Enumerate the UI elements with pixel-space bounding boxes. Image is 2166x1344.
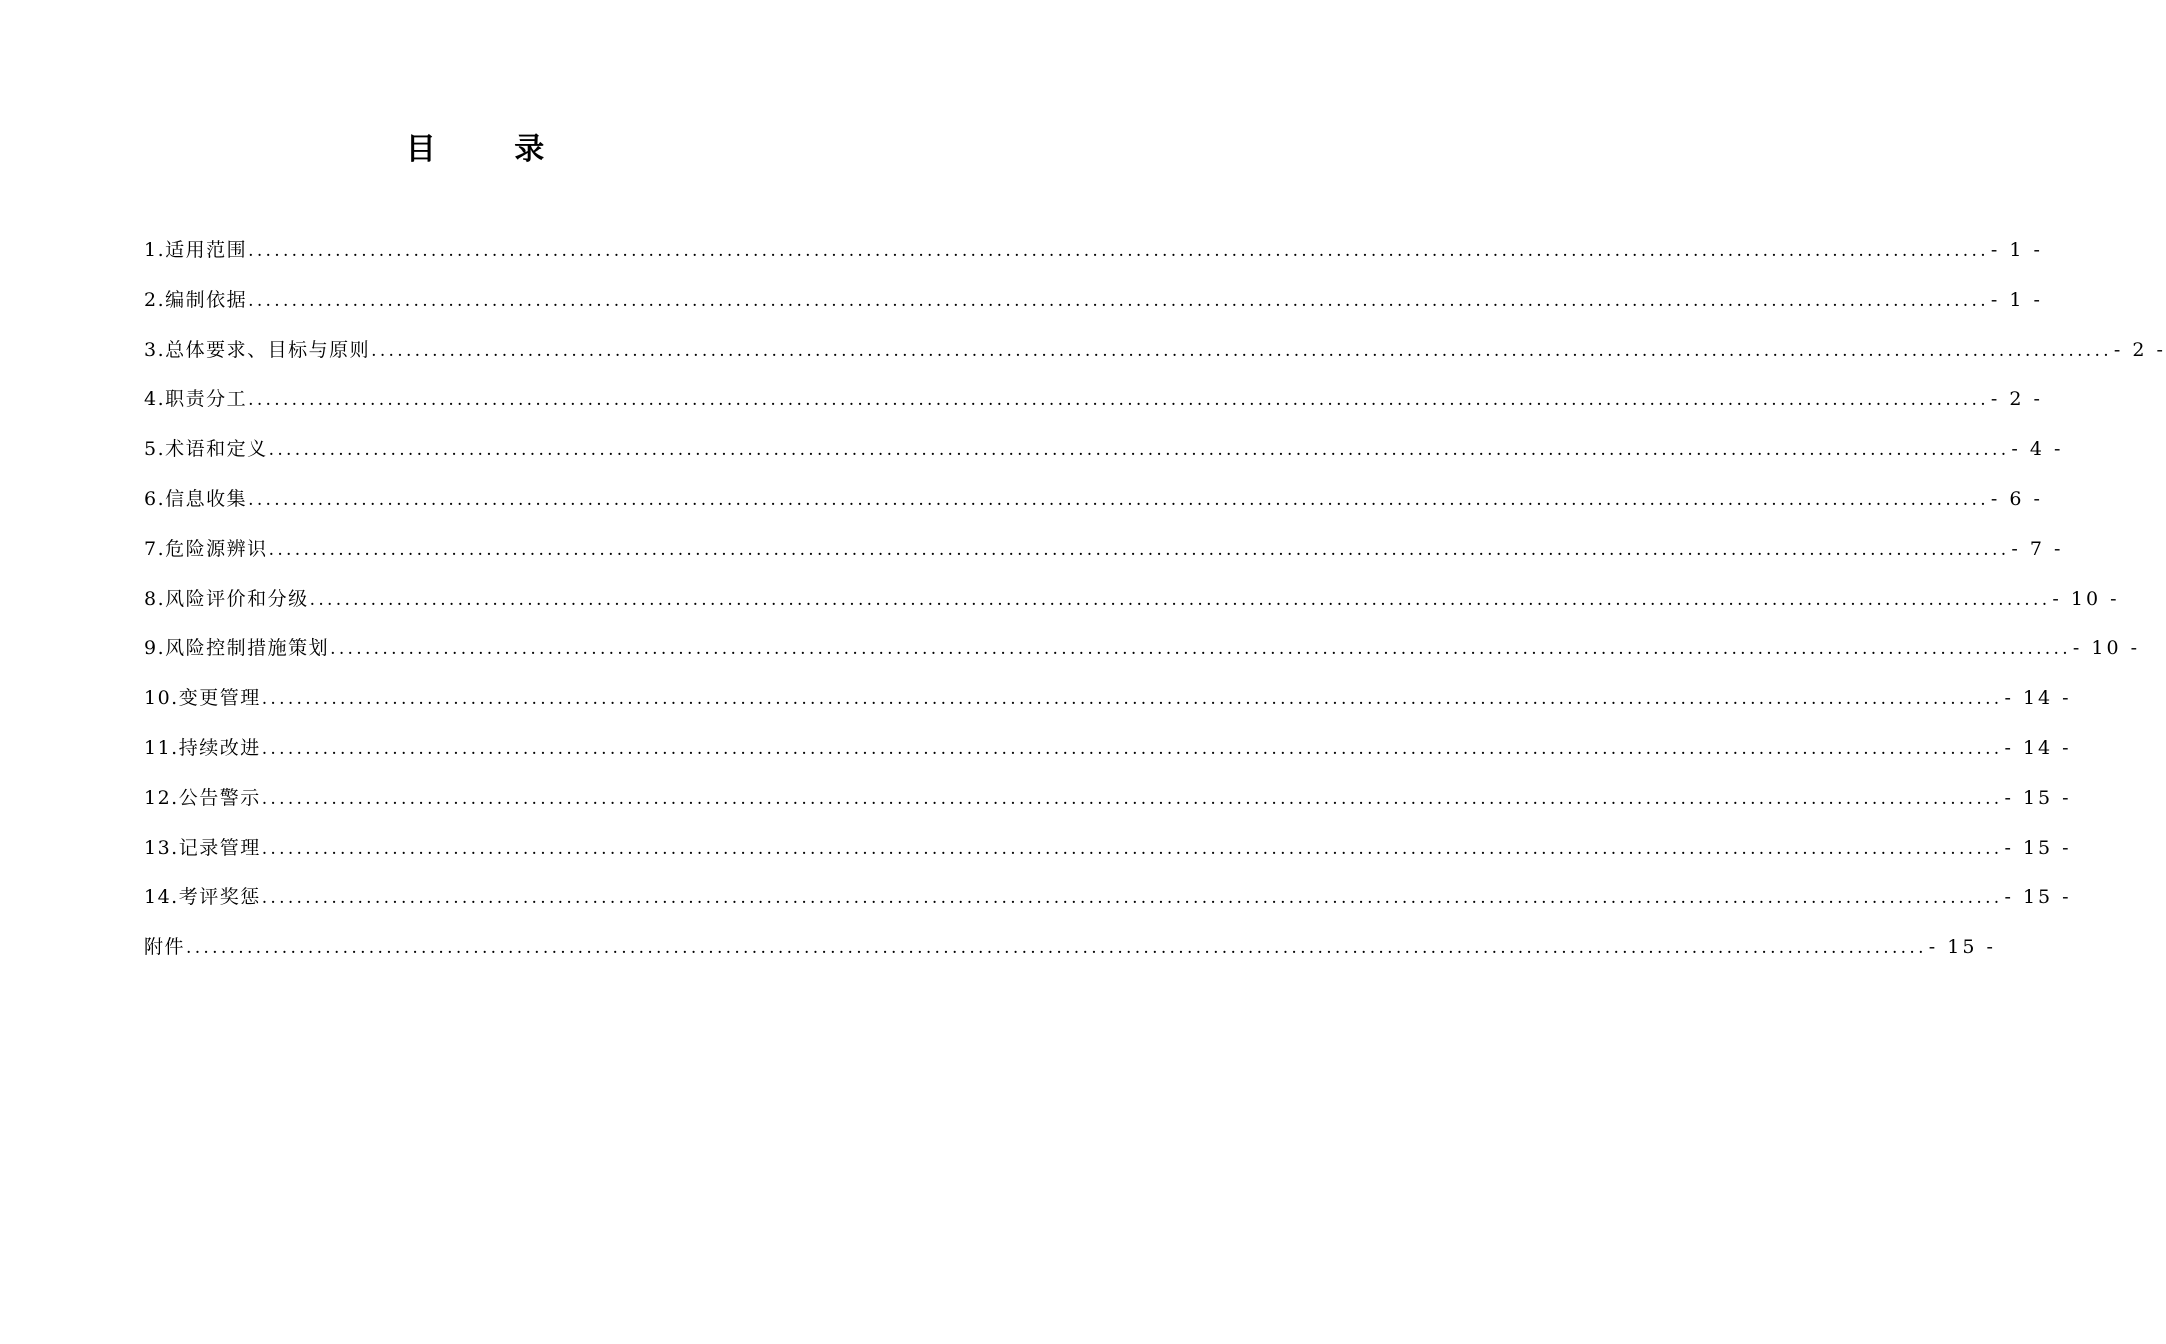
- toc-entry[interactable]: [144, 575, 2120, 625]
- toc-leader-dots: ........................................................................................................................................................................................................: [248, 290, 1989, 311]
- toc-entry[interactable]: [144, 375, 2043, 425]
- toc-entry[interactable]: [144, 774, 2072, 824]
- toc-entry-label: 3.总体要求、目标与原则: [144, 338, 371, 361]
- toc-leader-dots: ........................................................................................................................................................................................................: [261, 838, 2003, 859]
- toc-leader-dots: ........................................................................................................................................................................................................: [261, 788, 2003, 809]
- toc-leader-dots: ........................................................................................................................................................................................................: [309, 589, 2051, 610]
- toc-entry-page: - 4 -: [2011, 438, 2064, 461]
- toc-entry-label: 12.公告警示: [144, 786, 261, 809]
- toc-entry-page: - 2 -: [1990, 388, 2043, 411]
- table-of-contents: [144, 226, 2166, 973]
- toc-leader-dots: ........................................................................................................................................................................................................: [248, 489, 1989, 510]
- toc-entry-page: - 6 -: [1990, 487, 2043, 510]
- toc-entry[interactable]: [144, 724, 2072, 774]
- toc-leader-dots: ........................................................................................................................................................................................................: [268, 440, 2010, 461]
- toc-entry-label: 13.记录管理: [144, 836, 261, 859]
- toc-entry-page: - 15 -: [2004, 836, 2072, 859]
- toc-leader-dots: ........................................................................................................................................................................................................: [330, 639, 2071, 660]
- toc-entry[interactable]: [144, 624, 2141, 674]
- toc-entry[interactable]: [144, 674, 2072, 724]
- toc-entry-label: 1.适用范围: [144, 239, 248, 261]
- toc-entry-label: 6.信息收集: [144, 487, 248, 510]
- toc-leader-dots: ........................................................................................................................................................................................................: [248, 241, 1989, 261]
- toc-entry[interactable]: [144, 923, 1996, 973]
- toc-entry-label: 4.职责分工: [144, 388, 248, 411]
- toc-entry-label: 附件: [144, 936, 186, 959]
- toc-entry[interactable]: [144, 425, 2064, 475]
- toc-entry-label: 2.编制依据: [144, 288, 248, 311]
- toc-entry-label: 8.风险评价和分级: [144, 587, 309, 610]
- toc-entry[interactable]: [144, 226, 2043, 276]
- toc-entry-page: - 15 -: [2004, 886, 2072, 909]
- toc-entry[interactable]: [144, 824, 2072, 874]
- toc-entry-label: 14.考评奖惩: [144, 886, 261, 909]
- toc-entry-page: - 15 -: [1928, 936, 1996, 959]
- toc-leader-dots: ........................................................................................................................................................................................................: [186, 938, 1927, 959]
- toc-leader-dots: ........................................................................................................................................................................................................: [261, 888, 2003, 909]
- toc-entry[interactable]: [144, 475, 2043, 525]
- toc-entry-label: 10.变更管理: [144, 687, 261, 710]
- toc-entry-page: - 1 -: [1990, 239, 2043, 261]
- toc-entry[interactable]: [144, 326, 2166, 376]
- toc-entry-page: - 7 -: [2011, 537, 2064, 560]
- toc-leader-dots: ........................................................................................................................................................................................................: [248, 390, 1989, 411]
- toc-entry-label: 5.术语和定义: [144, 438, 268, 461]
- toc-entry-page: - 14 -: [2004, 736, 2072, 759]
- toc-entry-page: - 15 -: [2004, 786, 2072, 809]
- toc-title: 目 录: [405, 132, 579, 167]
- toc-entry[interactable]: [144, 525, 2064, 575]
- toc-leader-dots: ........................................................................................................................................................................................................: [261, 738, 2003, 759]
- toc-leader-dots: ........................................................................................................................................................................................................: [261, 689, 2003, 710]
- toc-entry-page: - 1 -: [1990, 288, 2043, 311]
- toc-entry-page: - 14 -: [2004, 687, 2072, 710]
- toc-entry[interactable]: [144, 873, 2072, 923]
- toc-entry[interactable]: [144, 276, 2043, 326]
- toc-entry-page: - 10 -: [2052, 587, 2120, 610]
- toc-leader-dots: ........................................................................................................................................................................................................: [268, 539, 2010, 560]
- toc-leader-dots: ........................................................................................................................................................................................................: [371, 340, 2112, 361]
- toc-entry-page: - 2 -: [2113, 338, 2166, 361]
- toc-entry-label: 7.危险源辨识: [144, 537, 268, 560]
- toc-entry-label: 9.风险控制措施策划: [144, 637, 330, 660]
- toc-entry-label: 11.持续改进: [144, 736, 261, 759]
- toc-entry-page: - 10 -: [2072, 637, 2141, 660]
